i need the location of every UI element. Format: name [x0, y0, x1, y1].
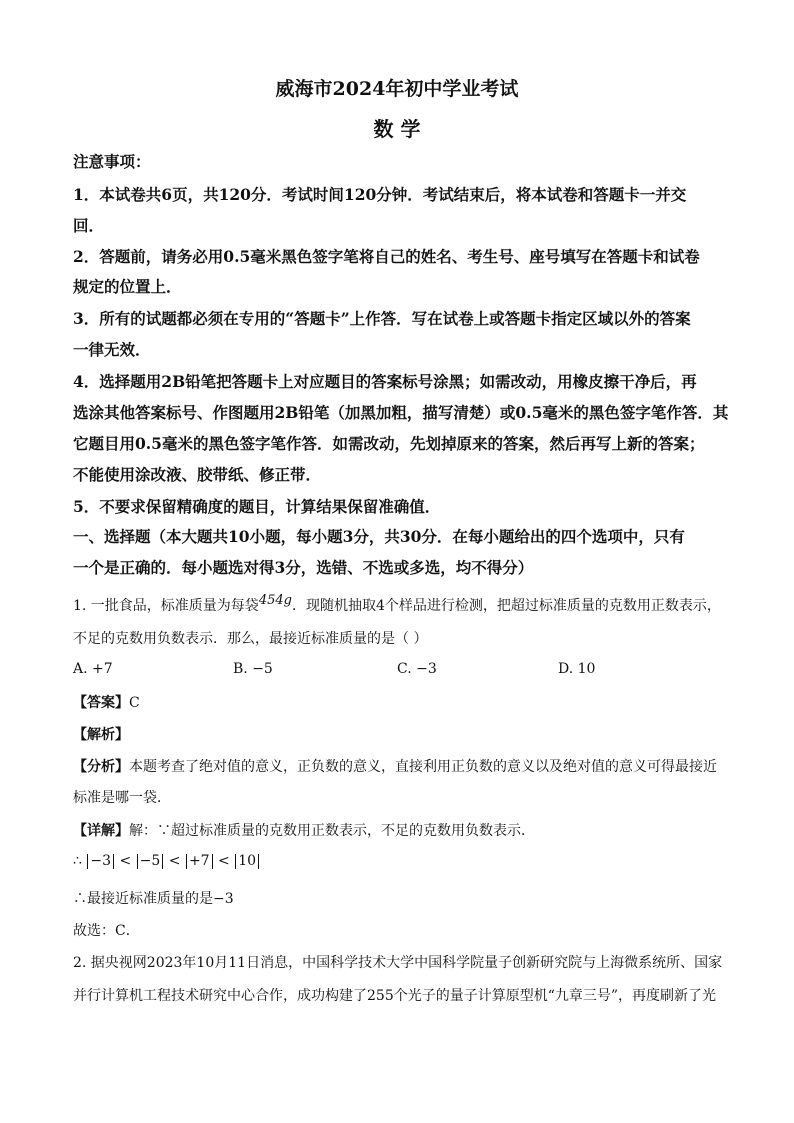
- option-b: B. −5: [233, 661, 273, 677]
- question-2-stem-cont: 并行计算机工程技术研究中心合作，成功构建了255个光子的量子计算原型机“九章三号”，再度刷新了光: [73, 988, 717, 1004]
- exam-title: 威海市2024年初中学业考试: [275, 78, 519, 100]
- notice-item-3-cont: 一律无效．: [73, 340, 151, 359]
- less-than-1: <: [119, 853, 132, 869]
- q1-text-after: ．现随机抽取4个样品进行检测，把超过标准质量的克数用正数表示，: [291, 598, 721, 614]
- answer-value: C: [129, 695, 140, 711]
- notice-item-4: 4．选择题用2B铅笔把答题卡上对应题目的答案标号涂黑；如需改动，用橡皮擦干净后，再: [73, 372, 697, 391]
- fenxi-tag: 【分析】: [73, 759, 129, 775]
- notice-item-3: 3．所有的试题都必须在专用的“答题卡”上作答．写在试卷上或答题卡指定区域以外的答案: [73, 309, 691, 328]
- question-1-stem-cont: 不足的克数用负数表示．那么，最接近标准质量的是（ ）: [73, 631, 428, 647]
- notice-heading: 注意事项：: [73, 152, 151, 171]
- q1-xiangjie: [73, 820, 535, 840]
- therefore-symbol: ∴: [73, 853, 82, 869]
- answer-tag: 【答案】: [73, 695, 129, 711]
- notice-item-5: 5．不要求保留精确度的题目，计算结果保留准确值．: [73, 497, 441, 516]
- question-2-stem: 2. 据央视网2023年10月11日消息，中国科学技术大学中国科学院量子创新研究院与上海微系统所、国家: [73, 955, 723, 971]
- less-than-3: <: [218, 853, 230, 869]
- notice-item-1-cont: 回．: [73, 216, 105, 235]
- notice-item-1: 1．本试卷共6页，共120分．考试时间120分钟．考试结束后，将本试卷和答题卡一并交: [73, 185, 687, 204]
- subject-title: 数 学: [373, 117, 421, 141]
- q1-answer: [73, 692, 140, 712]
- analysis-tag: 【解析】: [73, 727, 129, 743]
- option-d: D. 10: [558, 661, 596, 677]
- notice-item-4-cont-2: 它题目用0.5毫米的黑色签字笔作答．如需改动，先划掉原来的答案，然后再写上新的答案；: [73, 434, 705, 453]
- section-heading: 一、选择题（本大题共10小题，每小题3分，共30分．在每小题给出的四个选项中，只有: [73, 527, 685, 546]
- option-a: A. +7: [73, 661, 113, 677]
- abs-value-4: 10: [235, 854, 259, 869]
- abs-value-1: −3: [87, 854, 114, 869]
- q1-choice: 故选：C．: [73, 923, 140, 939]
- q1-fenxi: [73, 756, 717, 776]
- option-c: C. −3: [397, 661, 437, 677]
- q1-fenxi-cont: 标准是哪一袋．: [73, 790, 171, 806]
- xiangjie-text: 解：∵超过标准质量的克数用正数表示，不足的克数用负数表示．: [129, 823, 535, 839]
- q1-conclusion: ∴最接近标准质量的是−3: [73, 891, 234, 907]
- q1-mass: 454g: [258, 593, 292, 608]
- abs-inequality: [73, 853, 260, 869]
- xiangjie-tag: 【详解】: [73, 823, 129, 839]
- notice-item-2-cont: 规定的位置上．: [73, 277, 182, 296]
- notice-item-2: 2．答题前，请务必用0.5毫米黑色签字笔将自己的姓名、考生号、座号填写在答题卡和试卷: [73, 247, 700, 266]
- section-heading-cont: 一个是正确的．每小题选对得3分，选错、不选或多选，均不得分）: [73, 558, 534, 577]
- question-1-stem: [73, 595, 721, 615]
- abs-value-3: +7: [186, 854, 213, 869]
- less-than-2: <: [168, 853, 181, 869]
- notice-item-4-cont-3: 不能使用涂改液、胶带纸、修正带．: [73, 465, 322, 484]
- notice-item-4-cont-1: 选涂其他答案标号、作图题用2B铅笔（加黑加粗，描写清楚）或0.5毫米的黑色签字笔作答．其: [73, 403, 729, 422]
- fenxi-text: 本题考查了绝对值的意义，正负数的意义，直接利用正负数的意义以及绝对值的意义可得最接近: [129, 759, 717, 775]
- abs-value-2: −5: [137, 854, 164, 869]
- q1-text-before: 1. 一批食品，标准质量为每袋: [73, 598, 259, 614]
